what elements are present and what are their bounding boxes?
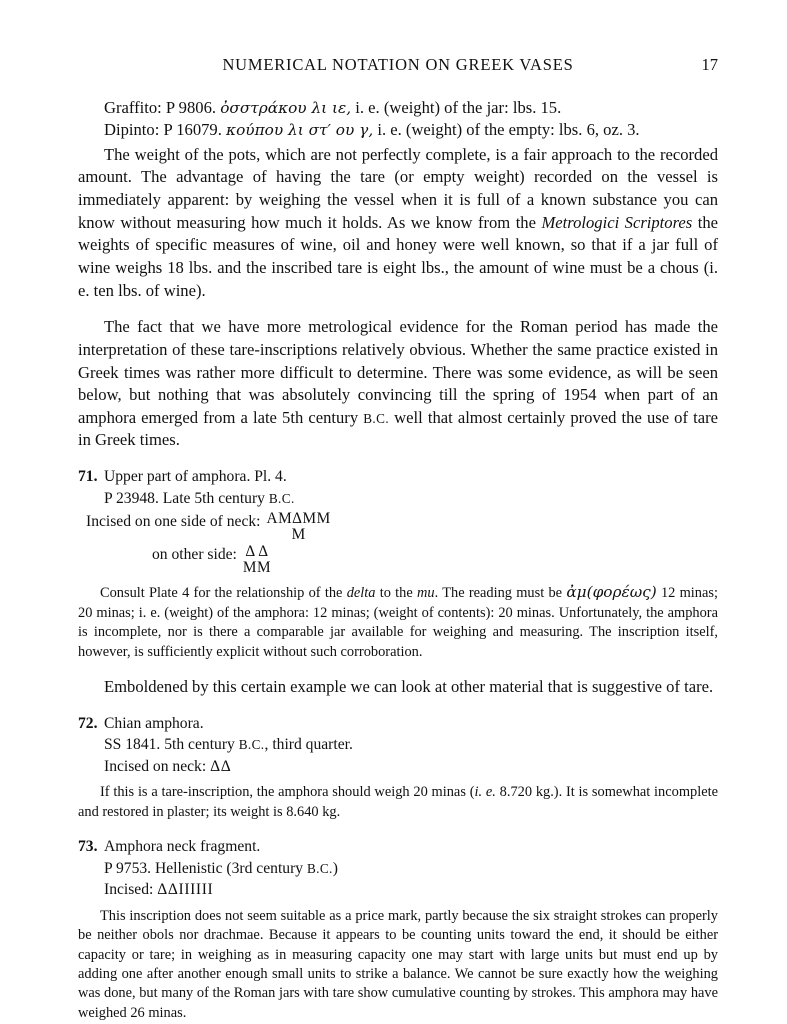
entry-73-title: Amphora neck fragment. [104,838,261,856]
entry-73-inventory [78,858,718,880]
entry-71-other-label: on other side: [152,546,237,564]
graffito-greek: ὀσστράκου λι ιε, [220,99,352,117]
entry-72-comm-ital: i. e. [474,784,496,801]
page-number: 17 [701,55,718,74]
entry-72-comm-b: 8.720 kg.). It is somewhat incomplete and restored in plaster; its weight is 8.640 kg. [78,784,718,820]
entry-71-comm-a: Consult Plate 4 for the relationship of the [100,585,347,602]
graffito-translation: i. e. (weight) of the jar: lbs. 15. [355,98,562,117]
dipinto-inventory: P 16079. [163,119,222,139]
catalog-entry-72 [78,713,718,822]
para2-part-a: The fact that we have more metrological evidence for the Roman period has made the interpretation of these tare-inscriptions relatively obvious. Whether the same practice existed in Greek times was rather more difficult to determine. There was some evidence, as will be seen below, but nothing that was absolutely convincing till the spring of 1954 when part of an amphora emerged from a late 5th century [78,317,718,427]
entry-71-inventory-text: P 23948. Late 5th century [104,489,269,507]
paragraph-weight-of-pots [78,144,718,302]
running-head [78,55,718,79]
entry-73-inventory-text: P 9753. Hellenistic (3rd century [104,859,307,877]
inscription-quotes [78,97,718,141]
paragraph-emboldened: Emboldened by this certain example we can look at other material that is suggestive of tare. [104,677,714,697]
entry-73-period: B.C. [306,860,333,876]
entry-71-commentary [78,582,718,662]
dipinto-label: Dipinto: [104,119,160,139]
entry-71-comm-d: 12 minas; 20 minas; i. e. (weight) of the amphora: 12 minas; (weight of contents): 20 minas. Unfortunately, the amphora is incomplete, nor is there a comparable jar available for weighing and measuring. The inscription itself, however, is sufficiently explicit without such corroboration. [78,585,718,660]
entry-72-commentary [78,783,718,822]
entry-71-other-side-row [78,544,718,576]
entry-73-paren: ) [332,859,338,877]
entry-71-delta: delta [346,585,376,602]
entry-72-period: B.C. [238,737,265,753]
para2-part-b: well that almost certainly proved the use of tare in Greek times. [78,407,718,450]
para1-part-b: the weights of specific measures of wine, oil and honey were well known, so that if a jar full of wine weighs 18 lbs. and the inscribed tare is eight lbs., the amount of wine must be a chous (i. e. ten lbs. of wine). [78,212,719,300]
entry-71-incised-row [78,511,718,543]
entry-71-symbols2-row2: ΜΜ [242,559,272,577]
dipinto-translation: i. e. (weight) of the empty: lbs. 6, oz. 3. [377,119,640,139]
entry-73-commentary: This inscription does not seem suitable as a price mark, partly because the six straight strokes can properly be neither obols nor drachmae. Because it appears to be counting units toward the end, it should be either capacity or tare; in weighing as in measuring capacity one may start with large units but must end up by adding one after another enough small units to strike a balance. We cannot be sure exactly how the weighing was done, but many of the Roman jars with tare show cumulative counting by strokes. This amphora may have weighed 26 minas. [78,907,718,1021]
para1-part-a: The weight of the pots, which are not perfectly complete, is a fair approach to the recorded amount. The advantage of having the tare (or empty weight) recorded on the vessel is immediately apparent: by weighing the vessel when it is full of a known substance you can know without measuring how much it holds. As we know from the [78,144,718,232]
dipinto-greek: κούπου λι στ′ ου γ, [226,120,374,139]
entry-72-incised-row [78,756,718,778]
entry-71-comm-c: . The reading must be [434,585,567,602]
entry-71-symbols-side-one [267,511,331,543]
entry-72-head [78,713,718,735]
catalog-entry-73 [78,836,718,1023]
catalog-entry-71 [78,466,718,662]
entry-71-symbols-row2: Μ [291,526,306,544]
metrologici-scriptores-title: Metrologici Scriptores [541,212,693,232]
entry-71-number: 71. [78,468,98,486]
entry-72-inventory-text: SS 1841. 5th century [104,736,239,754]
entry-73-number: 73. [78,838,98,856]
entry-71-symbols-side-two [243,544,271,576]
paragraph-roman-evidence [78,316,718,452]
entry-72-quarter: , third quarter. [264,736,353,754]
dipinto-line [78,119,718,141]
entry-73-head [78,836,718,858]
entry-73-incised-label: Incised: [104,881,154,899]
entry-71-period: B.C. [268,490,295,506]
entry-72-comm-a: If this is a tare-inscription, the amphora should weigh 20 minas ( [100,784,475,801]
entry-71-incised-label: Incised on one side of neck: [86,513,261,531]
entry-71-head [78,466,718,488]
entry-71-symbols-row1: ΑΜΔΜΜ [266,510,331,528]
para2-smallcaps-bc: B.C. [363,410,390,426]
graffito-label: Graffito: [104,98,162,117]
entry-73-symbols: ΔΔIIIIII [157,881,214,899]
entry-72-symbols: ΔΔ [210,757,232,775]
entry-73-incised-row [78,879,718,901]
entry-71-mu: mu [417,585,435,602]
entry-71-comm-greek: ἀμ(φορέως) [566,583,657,602]
entry-71-inventory [78,488,718,510]
entry-72-inventory [78,734,718,756]
entry-72-number: 72. [78,714,98,732]
entry-71-symbols2-row1: Δ Δ [245,543,269,561]
entry-71-title: Upper part of amphora. Pl. 4. [104,468,287,486]
graffito-inventory: P 9806. [165,98,217,117]
graffito-line [78,97,718,119]
entry-72-title: Chian amphora. [104,714,204,732]
entry-71-comm-b: to the [375,585,418,602]
entry-72-incised-label: Incised on neck: [104,757,207,775]
running-head-title: NUMERICAL NOTATION ON GREEK VASES [222,55,574,74]
page-content [78,55,718,1023]
